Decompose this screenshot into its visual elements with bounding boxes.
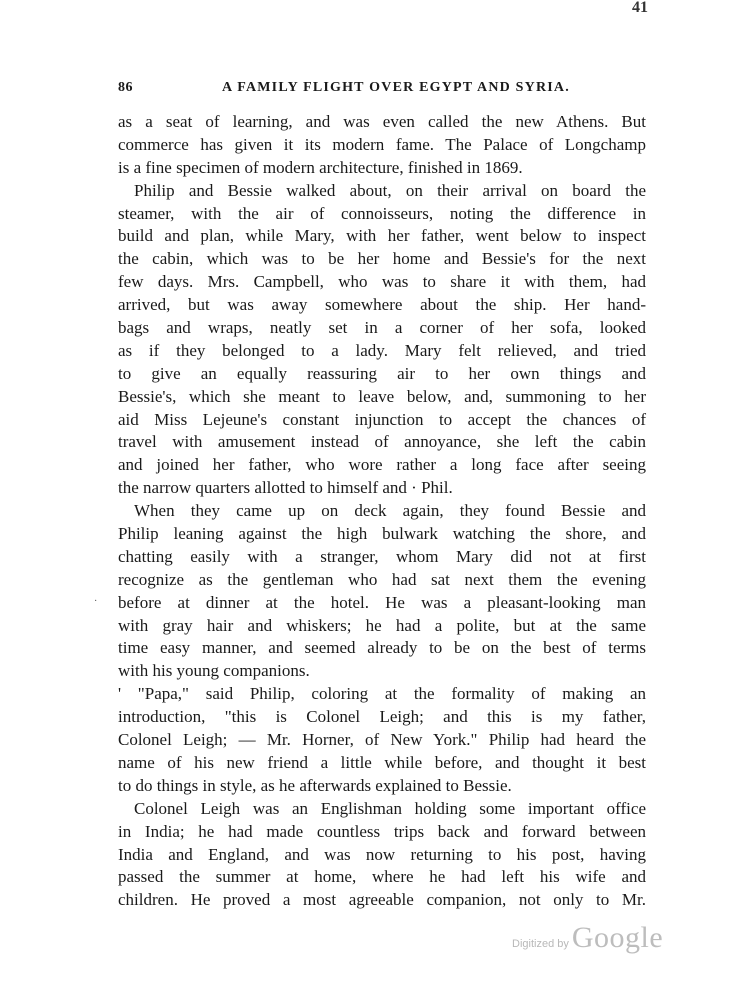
text-line: Bessie's, which she meant to leave below, and, summoning to her <box>118 386 646 406</box>
text-line: and joined her father, who wore rather a long face after seeing <box>118 455 646 475</box>
text-line: is a fine specimen of modern architecture, finished in 1869. <box>118 157 523 177</box>
text-line: to give an equally reassuring air to her own things and <box>118 363 646 383</box>
page-number: 86 <box>118 80 133 95</box>
running-header <box>118 80 646 100</box>
text-line: steamer, with the air of connoisseurs, noting the difference in <box>118 203 646 223</box>
text-line: Colonel Leigh was an Englishman holding some important office <box>134 798 646 818</box>
page-body-text <box>118 111 646 912</box>
margin-speck: · <box>94 596 98 607</box>
text-line: Colonel Leigh; — Mr. Horner, of New York." Philip had heard the <box>118 730 646 750</box>
text-line: name of his new friend a little while before, and thought it best <box>118 752 646 772</box>
text-line: recognize as the gentleman who had sat next them the evening <box>118 569 646 589</box>
text-line: as a seat of learning, and was even called the new Athens. But <box>118 112 646 131</box>
text-line: to do things in style, as he afterwards explained to Bessie. <box>118 775 512 795</box>
google-logo: Google <box>571 921 664 954</box>
text-line: travel with amusement instead of annoyance, she left the cabin <box>118 432 646 452</box>
text-line: the narrow quarters allotted to himself and · Phil. <box>118 478 453 498</box>
text-line: arrived, but was away somewhere about the ship. Her hand- <box>118 295 646 315</box>
text-line: passed the summer at home, where he had left his wife and <box>118 867 646 887</box>
text-line: India and England, and was now returning to his post, having <box>118 844 646 864</box>
digitized-watermark <box>512 921 663 957</box>
text-line: children. He proved a most agreeable companion, not only to Mr. <box>118 890 646 910</box>
text-line: in India; he had made countless trips back and forward between <box>118 821 646 841</box>
page-corner-mark: 41 <box>632 0 648 16</box>
text-line: with gray hair and whiskers; he had a polite, but at the same <box>118 615 646 635</box>
text-line: Philip and Bessie walked about, on their arrival on board the <box>134 180 646 200</box>
text-line: introduction, "this is Colonel Leigh; and this is my father, <box>118 707 646 727</box>
text-line: as if they belonged to a lady. Mary felt relieved, and tried <box>118 340 646 360</box>
text-line: ' "Papa," said Philip, coloring at the formality of making an <box>118 684 646 704</box>
text-line: build and plan, while Mary, with her father, went below to inspect <box>118 226 646 246</box>
text-line: When they came up on deck again, they found Bessie and <box>134 501 646 521</box>
text-line: the cabin, which was to be her home and Bessie's for the next <box>118 249 646 269</box>
text-line: before at dinner at the hotel. He was a pleasant-looking man <box>118 592 646 612</box>
text-line: chatting easily with a stranger, whom Mary did not at first <box>118 546 646 566</box>
text-line: few days. Mrs. Campbell, who was to share it with them, had <box>118 272 646 292</box>
text-line: commerce has given it its modern fame. The Palace of Longchamp <box>118 134 646 154</box>
text-line: aid Miss Lejeune's constant injunction to accept the chances of <box>118 409 646 429</box>
text-line: Philip leaning against the high bulwark watching the shore, and <box>118 524 646 544</box>
text-line: time easy manner, and seemed already to be on the best of terms <box>118 638 646 658</box>
text-line: bags and wraps, neatly set in a corner of her sofa, looked <box>118 318 646 338</box>
running-title: A FAMILY FLIGHT OVER EGYPT AND SYRIA. <box>222 80 570 95</box>
text-line: with his young companions. <box>118 661 310 681</box>
watermark-prefix: Digitized by <box>512 938 569 950</box>
